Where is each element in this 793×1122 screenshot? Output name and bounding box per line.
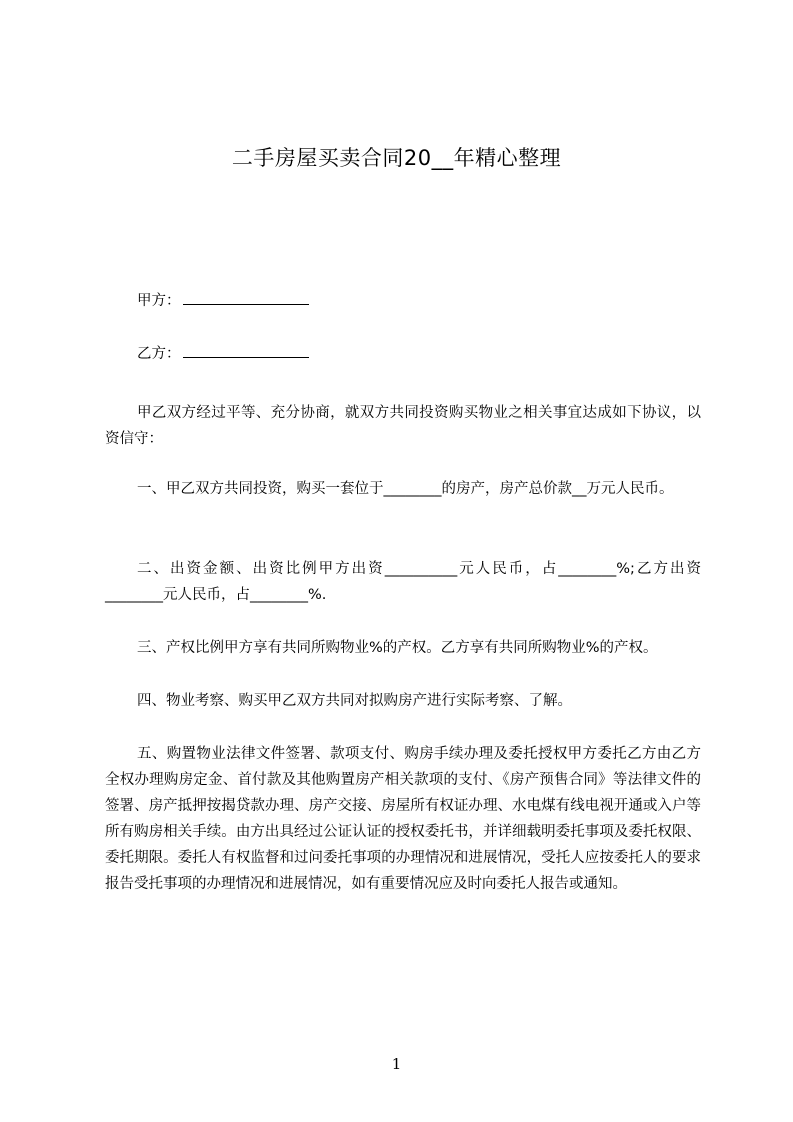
party-b-blank [183,343,309,358]
party-a-line [137,290,309,312]
clause-3: 三、产权比例甲方享有共同所购物业%的产权。乙方享有共同所购物业%的产权。 [137,640,658,656]
party-a-label: 甲方： [137,293,181,309]
page-number: 1 [391,1055,402,1073]
clause-2: 二、出资金额、出资比例甲方出资__________元人民币，占________%;乙方出资________元人民币，占________%. [105,561,701,603]
clause-1: 一、甲乙双方共同投资，购买一套位于________的房产，房产总价款__万元人民币。 [137,481,674,497]
intro-paragraph: 甲乙双方经过平等、充分协商，就双方共同投资购买物业之相关事宜达成如下协议，以资信守： [105,405,701,447]
party-a-blank [183,290,309,305]
clause-5: 五、购置物业法律文件签署、款项支付、购房手续办理及委托授权甲方委托乙方由乙方全权办理购房定金、首付款及其他购置房产相关款项的支付、《房产预售合同》等法律文件的签署、房产抵押按揭贷款办理、房产交接、房屋所有权证办理、水电煤有线电视开通或入户等所有购房相关手续。由方出具经过公证认证的授权委托书，并详细载明委托事项及委托权限、委托期限。委托人有权监督和过问委托事项的办理情况和进展情况，受托人应按委托人的要求报告受托事项的办理情况和进展情况，如有重要情况应及时向委托人报告或通知。 [105,746,701,892]
document-title: 二手房屋买卖合同20__年精心整理 [231,146,562,170]
party-b-label: 乙方： [137,346,181,362]
clause-4: 四、物业考察、购买甲乙双方共同对拟购房产进行实际考察、了解。 [137,693,572,709]
party-b-line [137,343,309,365]
